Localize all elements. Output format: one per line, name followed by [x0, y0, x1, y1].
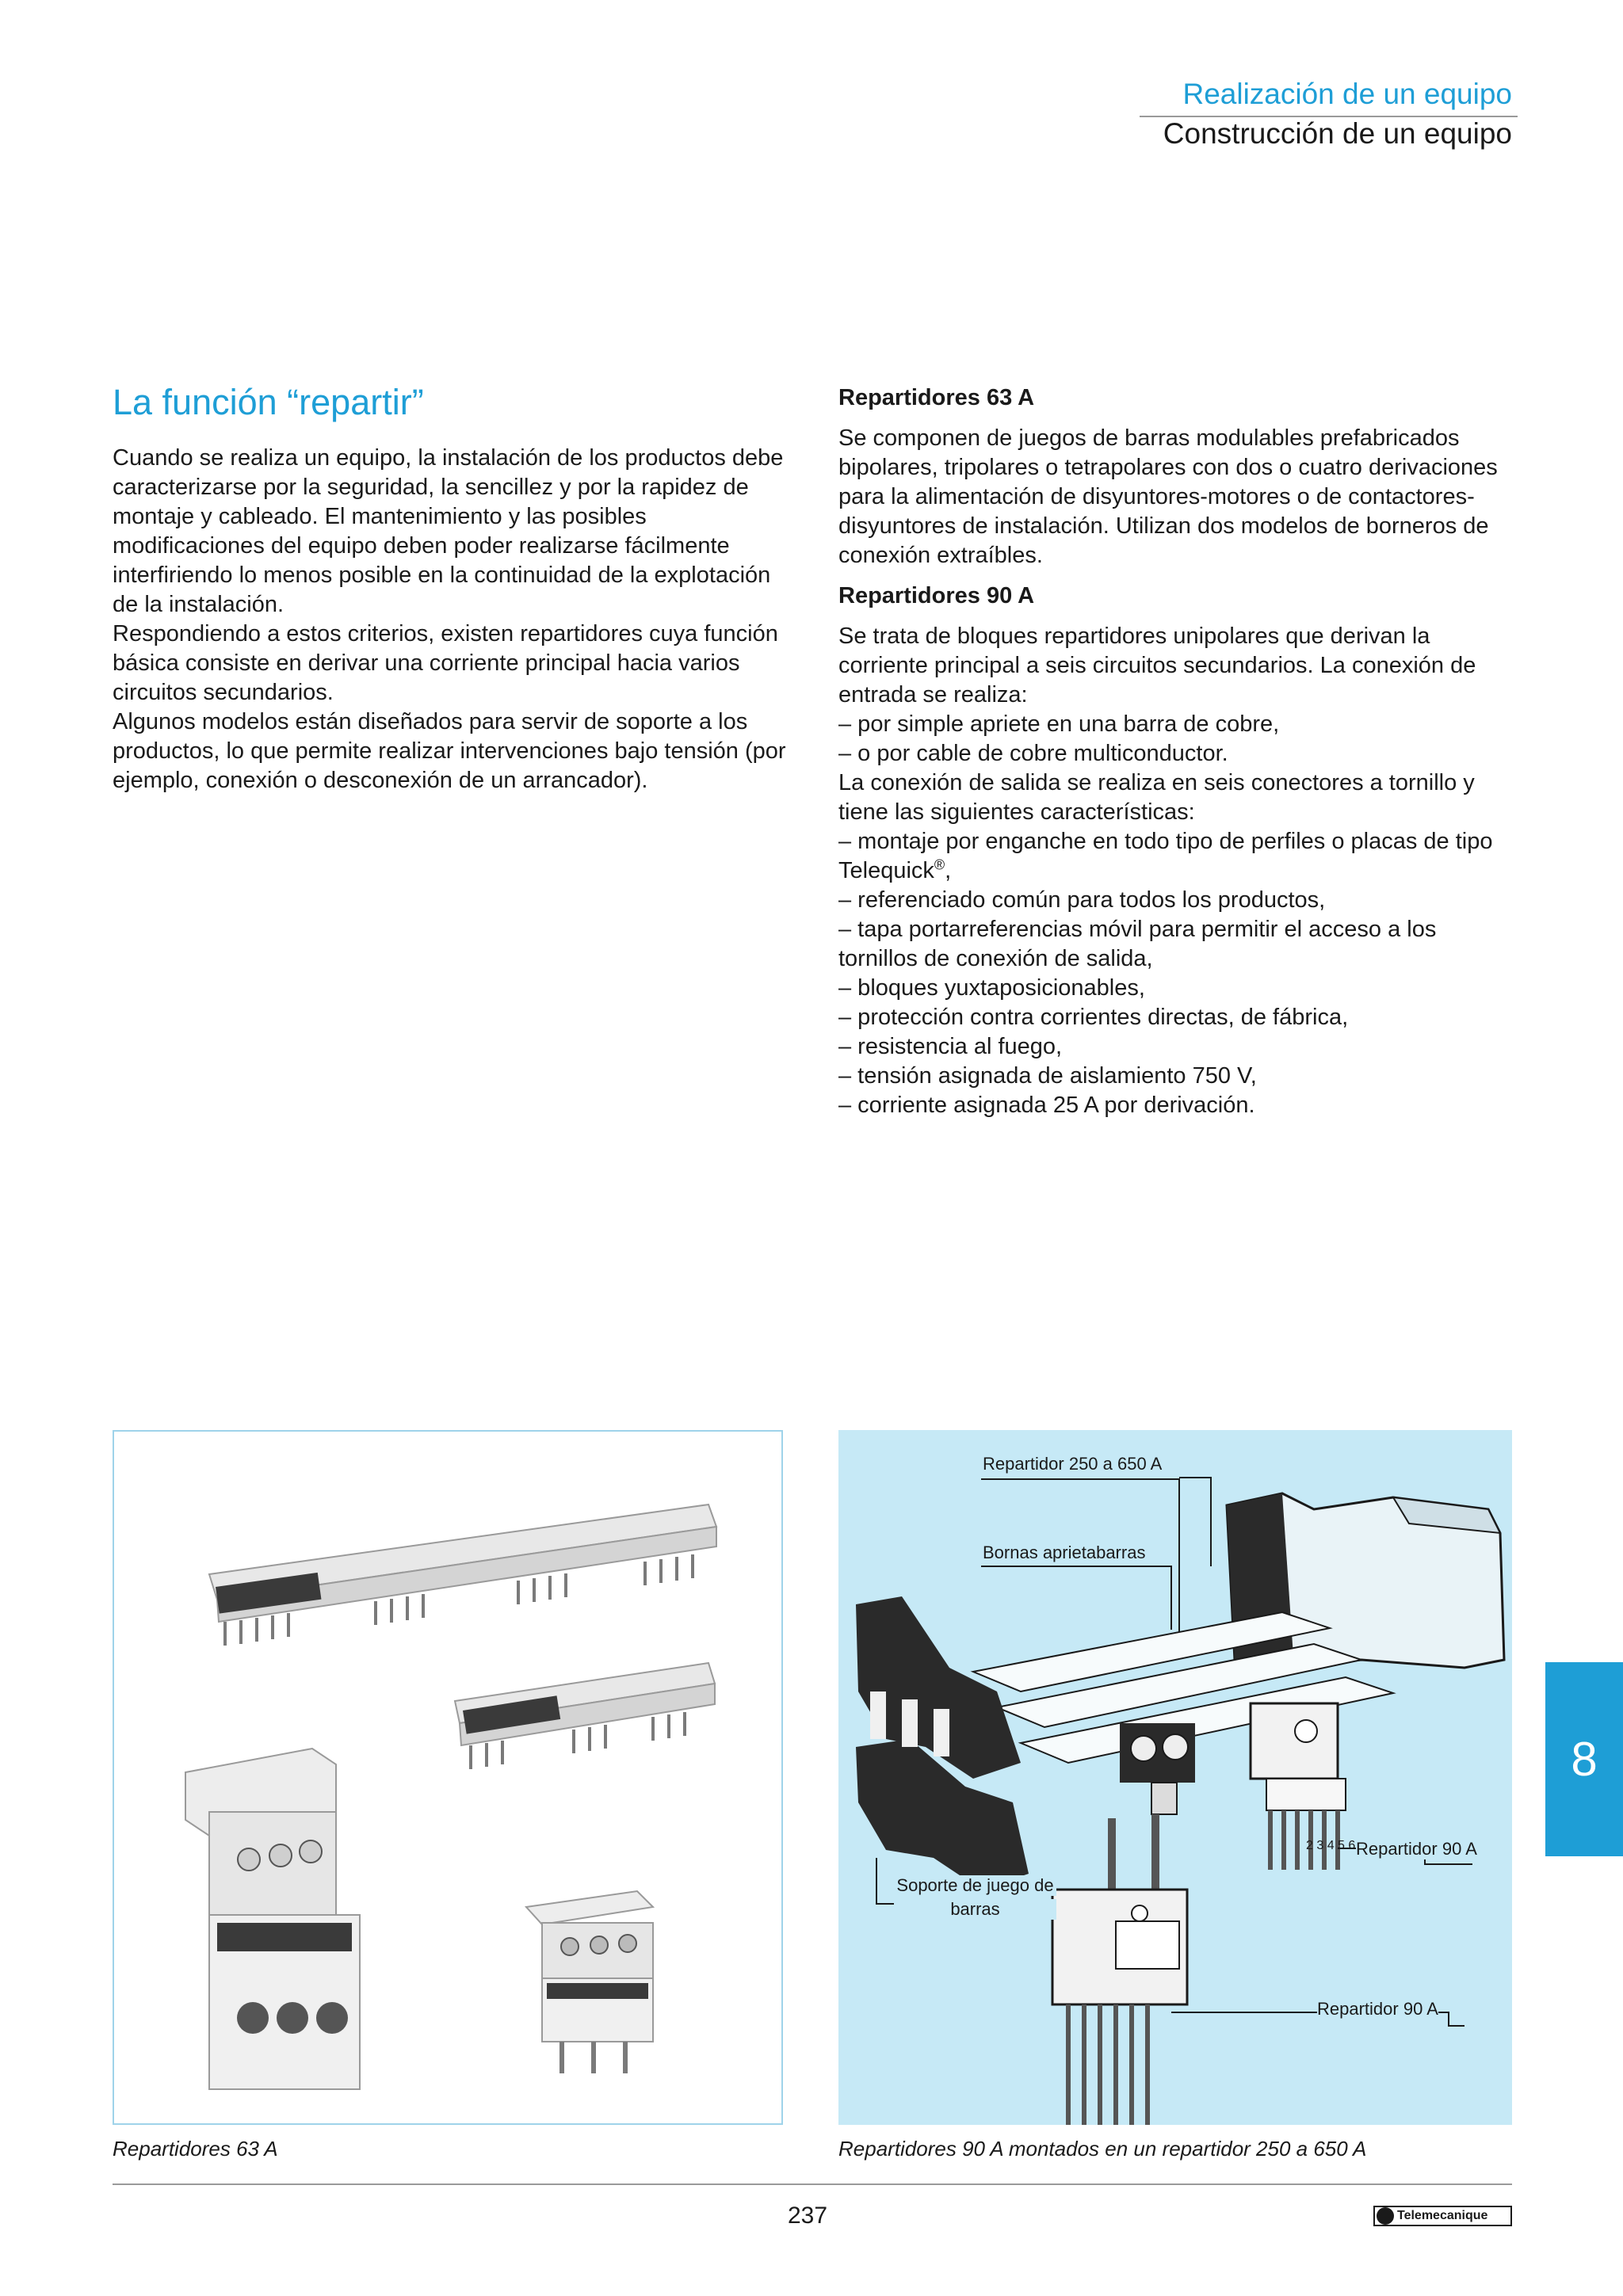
left-paragraph-1: Cuando se realiza un equipo, la instalación de los productos debe caracterizarse por la seguridad, la sencillez y por la rapidez de montaje y cableado. El mantenimiento y las posibles modificaciones del equipo deben poder realizarse fácilmente interfiriendo lo menos posible en la continuidad de la explotación de la instalación.	[113, 445, 784, 617]
repartidores-63-title: Repartidores 63 A	[838, 385, 1035, 410]
feature-item-1-text: – montaje por enganche en todo tipo de perfiles o placas de tipo Telequick	[838, 829, 1493, 883]
diagram-caption: Repartidores 90 A montados en un repartidor 250 a 650 A	[838, 2137, 1367, 2161]
registered-mark: ®	[934, 856, 945, 873]
feature-item-7: – tensión asignada de aislamiento 750 V,	[838, 1063, 1257, 1089]
product-photo-illustration	[114, 1432, 781, 2123]
busbar-short	[455, 1663, 715, 1769]
label-soporte-line2: barras	[894, 1899, 1056, 1920]
left-paragraph-3: Algunos modelos están diseñados para servir de soporte a los productos, lo que permite realizar intervenciones bajo tensión (por ejemplo, conexión o desconexión de un arrancador).	[113, 709, 786, 793]
repartidores-90-intro: Se trata de bloques repartidores unipolares que derivan la corriente principal a seis circuitos secundarios. La conexión de entrada se realiza:	[838, 624, 1476, 707]
feature-item-5: – protección contra corrientes directas, de fábrica,	[838, 1005, 1349, 1030]
terminal-block-small	[526, 1891, 653, 2073]
diagram-repartidores-90	[838, 1430, 1512, 2125]
bar-clamp-terminals	[1120, 1723, 1195, 1814]
feature-item-1	[838, 827, 1520, 886]
right-body	[838, 383, 1520, 1120]
brand-logo	[1373, 2206, 1512, 2226]
chapter-title: Construcción de un equipo	[1163, 117, 1512, 150]
output-intro: La conexión de salida se realiza en seis conectores a tornillo y tiene las siguientes características:	[838, 770, 1475, 825]
entry-item-1: – por simple apriete en una barra de cobre,	[838, 711, 1280, 737]
supply-cables	[1112, 1814, 1155, 1897]
photo-repartidores-63	[113, 1430, 783, 2125]
feature-item-8: – corriente asignada 25 A por derivación.	[838, 1093, 1255, 1118]
page-number: 237	[788, 2203, 828, 2229]
label-repartidor-90-lower: Repartidor 90 A	[1317, 1999, 1438, 2019]
chapter-tab: 8	[1545, 1662, 1623, 1856]
left-paragraph-2: Respondiendo a estos criterios, existen repartidores cuya función básica consiste en derivar una corriente principal hacia varios circuitos secundarios.	[113, 621, 778, 705]
terminal-block-large	[185, 1749, 360, 2089]
busbar-support-left	[856, 1596, 1029, 1890]
entry-item-2: – o por cable de cobre multiconductor.	[838, 741, 1228, 766]
label-repartidor-90-upper: Repartidor 90 A	[1356, 1839, 1477, 1859]
repartidor-90-lower	[1052, 1890, 1187, 2125]
label-soporte-line1: Soporte de juego de	[894, 1875, 1056, 1896]
label-bornas: Bornas aprietabarras	[983, 1543, 1146, 1562]
photo-caption: Repartidores 63 A	[113, 2137, 278, 2161]
left-heading: La función “repartir”	[113, 382, 424, 422]
feature-item-1-end: ,	[945, 858, 952, 883]
feature-item-6: – resistencia al fuego,	[838, 1034, 1063, 1059]
footer-divider	[113, 2183, 1512, 2185]
left-body	[113, 444, 794, 795]
assembly-diagram	[838, 1430, 1512, 2125]
repartidores-63-body: Se componen de juegos de barras modulables prefabricados bipolares, tripolares o tetrapolares con dos o cuatro derivaciones para la alimentación de disyuntores-motores o de contactores-disyuntores de instalación. Utilizan dos modelos de borneros de conexión extraíbles.	[838, 425, 1498, 568]
main-distributor-housing	[1227, 1493, 1504, 1668]
feature-item-3: – tapa portarreferencias móvil para permitir el acceso a los tornillos de conexión de salida,	[838, 917, 1437, 971]
section-title: Realización de un equipo	[1182, 78, 1512, 110]
busbar-long	[209, 1505, 716, 1646]
label-repartidor-250: Repartidor 250 a 650 A	[983, 1454, 1163, 1474]
feature-item-4: – bloques yuxtaposicionables,	[838, 975, 1145, 1001]
feature-item-2: – referenciado común para todos los productos,	[838, 887, 1326, 913]
telemecanique-logo-icon	[1377, 2207, 1394, 2225]
label-terminal-numbers: 2 3 4 5 6	[1306, 1839, 1356, 1852]
repartidores-90-title: Repartidores 90 A	[838, 583, 1035, 608]
brand-name: Telemecanique	[1397, 2209, 1488, 2222]
